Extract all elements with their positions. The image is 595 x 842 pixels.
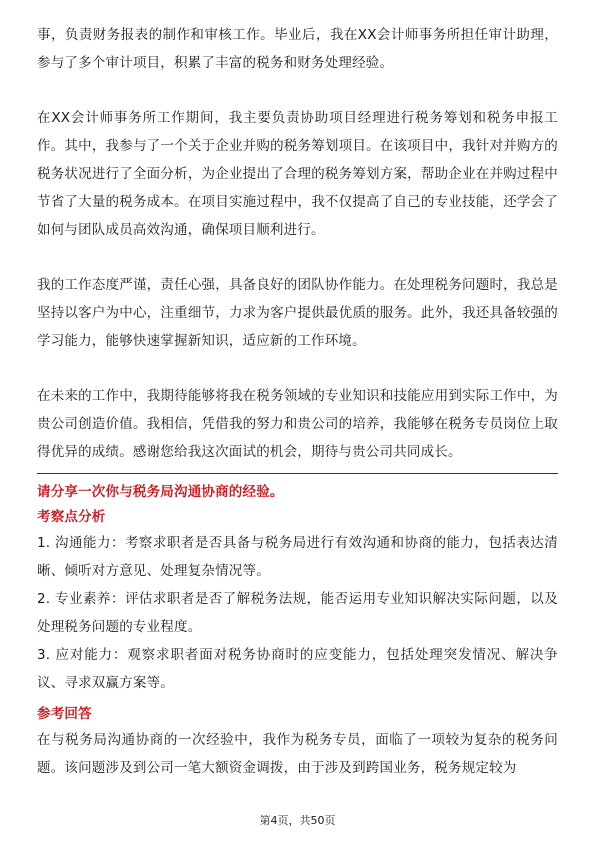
analysis-item-2: 2. 专业素养：评估求职者是否了解税务法规，能否运用专业知识解决实际问题，以及处理税务问题的专业程度。 <box>37 591 558 635</box>
body-paragraph-2: 在XX会计师事务所工作期间，我主要负责协助项目经理进行税务筹划和税务申报工作。其中，我参与了一个关于企业并购的税务筹划项目。在该项目中，我针对并购方的税务状况进行了全面分析，为企业提出了合理的税务筹划方案，帮助企业在并购过程中节省了大量的税务成本。在项目实施过程中，我不仅提高了自己的专业技能，还学会了如何与团队成员高效沟通，确保项目顺利进行。 <box>37 110 558 238</box>
analysis-item-1: 1. 沟通能力：考察求职者是否具备与税务局进行有效沟通和协商的能力，包括表达清晰、倾听对方意见、处理复杂情况等。 <box>37 535 558 579</box>
analysis-heading: 考察点分析 <box>37 509 106 525</box>
body-paragraph-3: 我的工作态度严谨，责任心强，具备良好的团队协作能力。在处理税务问题时，我总是坚持以客户为中心，注重细节，力求为客户提供最优质的服务。此外，我还具备较强的学习能力，能够快速掌握新知识，适应新的工作环境。 <box>37 277 558 349</box>
answer-heading: 参考回答 <box>37 706 92 722</box>
analysis-item-3: 3. 应对能力：观察求职者面对税务协商时的应变能力，包括处理突发情况、解决争议、寻求双赢方案等。 <box>37 647 558 691</box>
body-paragraph-4: 在未来的工作中，我期待能够将我在税务领域的专业知识和技能应用到实际工作中，为贵公司创造价值。我相信，凭借我的努力和贵公司的培养，我能够在税务专员岗位上取得优异的成绩。感谢您给我这次面试的机会，期待与贵公司共同成长。 <box>37 388 558 460</box>
answer-paragraph: 在与税务局沟通协商的一次经验中，我作为税务专员，面临了一项较为复杂的税务问题。该问题涉及到公司一笔大额资金调拨，由于涉及到跨国业务，税务规定较为 <box>37 732 558 776</box>
page-content <box>37 21 558 782</box>
page-number-footer: 第4页，共50页 <box>259 814 336 827</box>
question-heading: 请分享一次你与税务局沟通协商的经验。 <box>37 484 284 500</box>
body-paragraph-1: 事，负责财务报表的制作和审核工作。毕业后，我在XX会计师事务所担任审计助理，参与了多个审计项目，积累了丰富的税务和财务处理经验。 <box>37 27 558 71</box>
